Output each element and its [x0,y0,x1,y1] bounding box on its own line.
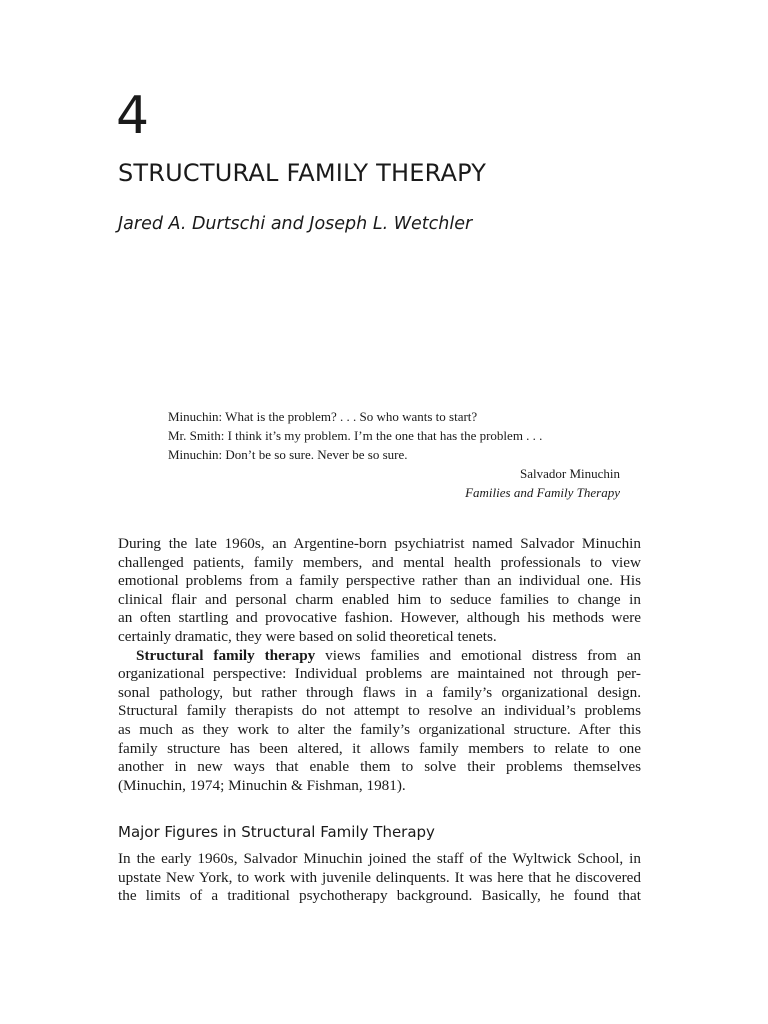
epigraph-line: Minuchin: What is the problem? . . . So who wants to start? [168,409,478,424]
body-line: another in new ways that enable them to solve their problems themselves [118,758,641,776]
body-line: the limits of a traditional psychotherapy background. Basically, he found that [118,887,641,905]
epigraph-source: Families and Family Therapy [465,485,620,500]
body-line: organizational perspective: Individual problems are maintained not through per- [118,665,641,683]
body-line: During the late 1960s, an Argentine-born psychiatrist named Salvador Minuchin [118,535,641,552]
epigraph-attribution: Salvador Minuchin [519,466,620,481]
body-line-with-term [118,647,641,666]
body-text [118,535,641,795]
chapter-number: 4 [116,86,150,146]
body-line: as much as they work to alter the family’s organizational structure. After this [118,720,641,738]
body-line: clinical flair and personal charm enabled him to seduce families to change in [118,590,641,608]
body-line: Structural family therapists do not attempt to resolve an individual’s problems [118,702,641,720]
body-line: family structure has been altered, it allows family members to relate to one [118,739,641,757]
body-line: (Minuchin, 1974; Minuchin & Fishman, 1981). [118,776,406,794]
body-line: sonal pathology, but rather through flaws in a family’s organizational design. [118,683,641,701]
body-line-rest: views families and emotional distress from an [315,646,641,664]
key-term: Structural family therapy [136,646,316,664]
epigraph [168,407,620,502]
epigraph-line: Minuchin: Don’t be so sure. Never be so sure. [168,447,408,462]
body-line: In the early 1960s, Salvador Minuchin joined the staff of the Wyltwick School, in [118,850,641,867]
chapter-title: STRUCTURAL FAMILY THERAPY [118,159,487,187]
section-body-text [118,850,641,906]
body-line: challenged patients, family members, and mental health professionals to view [118,553,641,571]
body-line: emotional problems from a family perspective rather than an individual one. His [118,572,641,590]
epigraph-line: Mr. Smith: I think it’s my problem. I’m the one that has the problem . . . [168,428,543,443]
body-line: an often startling and provocative fashion. However, although his methods were [118,609,641,627]
chapter-authors: Jared A. Durtschi and Joseph L. Wetchler [118,214,473,234]
body-line: certainly dramatic, they were based on solid theoretical tenets. [118,627,497,645]
section-heading: Major Figures in Structural Family Therapy [118,823,435,841]
body-line: upstate New York, to work with juvenile delinquents. It was here that he discovered [118,868,641,886]
